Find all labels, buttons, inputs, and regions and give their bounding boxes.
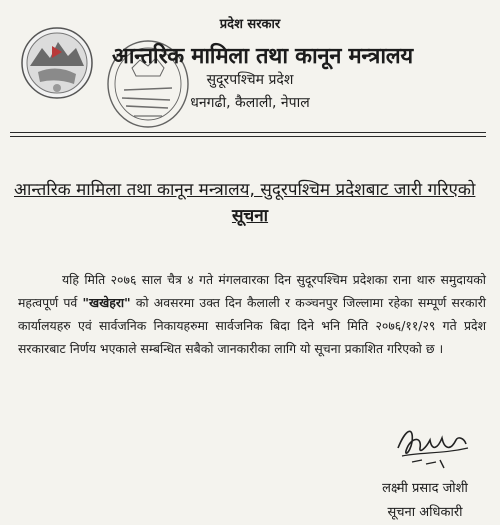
letterhead-divider-thin <box>10 136 486 137</box>
letterhead-divider <box>10 132 486 133</box>
letterhead-government: प्रदेश सरकार <box>219 17 281 32</box>
notice-body-start: यहि मिति २०७६ साल चैत्र ४ गते मंगलवारका दिन सुदूरपश्चिम प्रदेशका राना थारु समुदायको महत्वपूर्ण पर्व <box>18 272 486 310</box>
letterhead-province: सुदूरपश्चिम प्रदेश <box>206 72 294 88</box>
notice-body-end: को अवसरमा उक्त दिन कैलाली र कञ्चनपुर जिल्लामा रहेका सम्पूर्ण सरकारी कार्यालयहरु एवं सार्वजनिक निकायहरुमा सार्वजनिक बिदा दिने भनि मिति २०७६/११/२९ गते प्रदेश सरकारबाट निर्णय भएकाले सम्बन्धित सबैको जानकारीका लागि यो सूचना प्रकाशित गरिएको छ । <box>18 295 486 356</box>
signatory-name: लक्ष्मी प्रसाद जोशी <box>382 481 468 496</box>
letterhead-address: धनगढी, कैलाली, नेपाल <box>190 95 310 111</box>
notice-title: सूचना <box>231 206 269 226</box>
signatory-designation: सूचना अधिकारी <box>387 505 463 520</box>
notice-body <box>18 268 486 360</box>
handwritten-signature <box>392 418 472 474</box>
letterhead-ministry: आन्तरिक मामिला तथा कानून मन्त्रालय <box>112 44 413 69</box>
festival-name: "खखेहरा" <box>82 295 131 310</box>
notice-subject: आन्तरिक मामिला तथा कानून मन्त्रालय, सुदूरपश्चिम प्रदेशबाट जारी गरिएको <box>14 180 476 200</box>
